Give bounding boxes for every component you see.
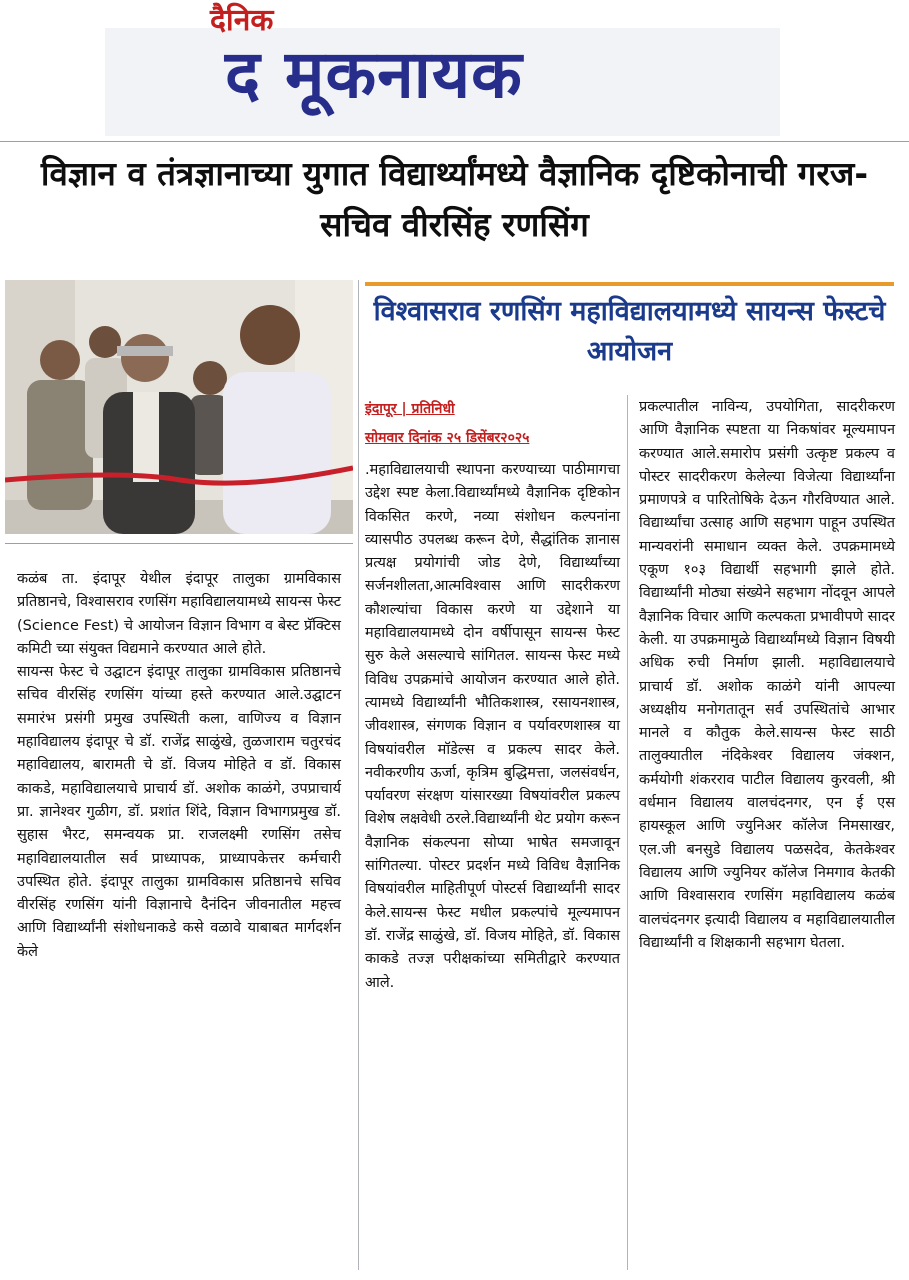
- article-paragraph: सायन्स फेस्ट चे उद्घाटन इंदापूर तालुका ग्रामविकास प्रतिष्ठानचे सचिव वीरसिंह रणसिंग यांच्या हस्ते करण्यात आले.उद्घाटन समारंभ प्रसंगी प्रमुख उपस्थिती कला, वाणिज्य व विज्ञान महाविद्यालय इंदापूर चे डॉ. राजेंद्र साळुंखे, तुळजाराम चतुरचंद महाविद्यालय, बारामती चे डॉ. विजय मोहिते व डॉ. विकास काकडे, महाविद्यालयाचे प्राचार्य डॉ. अशोक काळंगे, उपप्राचार्य प्रा. ज्ञानेश्वर गुळीग, डॉ. प्रशांत शिंदे, विज्ञान विभागप्रमुख डॉ. सुहास भैरट, समन्वयक प्रा. राजलक्ष्मी रणसिंग तसेच महाविद्यालयातील सर्व प्राध्यापक, प्राध्यापकेत्तर कर्मचारी उपस्थित होते. इंदापूर तालुका ग्रामविकास प्रतिष्ठानचे सचिव वीरसिंह रणसिंग यांनी विज्ञानाचे दैनंदिन जीवनातील महत्त्व आणि विद्यार्थ्यांनी संशोधनाकडे कसे वळावे याबाबत मार्गदर्शन केले: [17, 664, 341, 960]
- masthead-title: द मूकनायक: [225, 36, 523, 113]
- column-divider: [358, 280, 359, 1270]
- article-column-2: [365, 459, 620, 995]
- column-divider: [627, 395, 628, 1270]
- masthead: [0, 0, 909, 140]
- article-column-1: [17, 568, 341, 964]
- subheadline: विश्वासराव रणसिंग महाविद्यालयामध्ये सायन्स फेस्टचे आयोजन: [373, 296, 886, 367]
- photo-caption-divider: [5, 543, 353, 544]
- article-column-3: [639, 396, 895, 955]
- subhead-accent-bar: [365, 282, 894, 286]
- masthead-divider: [0, 141, 909, 142]
- event-photo: [5, 280, 353, 534]
- headline: विज्ञान व तंत्रज्ञानाच्या युगात विद्यार्थ्यांमध्ये वैज्ञानिक दृष्टिकोनाची गरज- सचिव वीरसिंह रणसिंग: [40, 154, 869, 244]
- article-paragraph: कळंब ता. इंदापूर येथील इंदापूर तालुका ग्रामविकास प्रतिष्ठानचे, विश्वासराव रणसिंग महाविद्यालयामध्ये सायन्स फेस्ट (Science Fest) चे आयोजन विज्ञान विभाग व बेस्ट प्रॅक्टिस कमिटी च्या संयुक्त विद्यमाने करण्यात आले होते.: [17, 571, 341, 657]
- article-paragraph: प्रकल्पातील नाविन्य, उपयोगिता, सादरीकरण आणि वैज्ञानिक स्पष्टता या निकषांवर मूल्यमापन करण्यात आले.समारोप प्रसंगी उत्कृष्ट प्रकल्प व पोस्टर सादरीकरण केलेल्या विजेत्या विद्यार्थ्यांना प्रमाणपत्रे व पारितोषिके देऊन गौरविण्यात आले. विद्यार्थ्यांचा उत्साह आणि सहभाग पाहून उपस्थित मान्यवरांनी समाधान व्यक्त केले. उपक्रमामध्ये एकूण १०३ विद्यार्थी सहभागी झाले होते. विद्यार्थ्यांनी मोठ्या संख्येने सहभाग नोंदवून आपले वैज्ञानिक विचार आणि कल्पकता प्रभावीपणे सादर केली. या उपक्रमामुळे विद्यार्थ्यांमध्ये विज्ञान विषयी अधिक रुची निर्माण झाली. महाविद्यालयाचे प्राचार्य डॉ. अशोक काळंगे यांनी आपल्या अध्यक्षीय मनोगतातून सर्व उपस्थितांचे आभार मानले व कौतुक केले.सायन्स फेस्ट साठी तालुक्यातील नंदिकेश्वर विद्यालय जंक्शन, कर्मयोगी शंकरराव पाटील विद्यालय कुरवली, श्री वर्धमान विद्यालय वालचंदनगर, एन ई एस हायस्कूल आणि ज्युनिअर कॉलेज निमसाखर, एल.जी बनसुडे विद्यालय पळसदेव, केतकेश्वर विद्यालय आणि ज्युनियर कॉलेज निमगाव केतकी आणि विश्वासराव रणसिंग महाविद्यालय कळंब वालचंदनगर इत्यादी विद्यालय व महाविद्यालयातील विद्यार्थ्यांनी व शिक्षकानी सहभाग घेतला.: [639, 399, 895, 951]
- masthead-tagline: दैनिक: [210, 3, 274, 38]
- dateline-place: इंदापूर | प्रतिनिधी: [365, 401, 455, 417]
- article-paragraph: .महाविद्यालयाची स्थापना करण्याच्या पाठीमागचा उद्देश स्पष्ट केला.विद्यार्थ्यांमध्ये वैज्ञानिक दृष्टिकोन विकसित करणे, नव्या संशोधन कल्पनांना व्यासपीठ उपलब्ध करून देणे, सैद्धांतिक ज्ञानास प्रत्यक्ष प्रयोगांची जोड देणे, विद्यार्थ्यांच्या सर्जनशीलता,आत्मविश्वास आणि सादरीकरण कौशल्यांचा विकास करणे या उद्देशाने या महाविद्यालयामध्ये दोन वर्षीपासून सायन्स फेस्ट सुरु केले असल्याचे सांगितल. सायन्स फेस्ट मध्ये विविध उपक्रमांचे आयोजन करण्यात आले होते. त्यामध्ये विद्यार्थ्यांनी भौतिकशास्त्र, रसायनशास्त्र, जीवशास्त्र, संगणक विज्ञान व पर्यावरणशास्त्र या विषयांवरील मॉडेल्स व प्रकल्प सादर केले. नवीकरणीय ऊर्जा, कृत्रिम बुद्धिमत्ता, जलसंवर्धन, पर्यावरण संरक्षण यांसारख्या विषयांवरील प्रकल्प विशेष लक्षवेधी ठरले.विद्यार्थ्यांनी थेट प्रयोग करून वैज्ञानिक संकल्पना सोप्या भाषेत समजावून सांगितल्या. पोस्टर प्रदर्शन मध्ये विविध वैज्ञानिक विषयांवरील माहितीपूर्ण पोस्टर्स विद्यार्थ्यांनी सादर केले.सायन्स फेस्ट मधील प्रकल्पांचे मूल्यमापन डॉ. राजेंद्र साळुंखे, डॉ. विजय मोहिते, डॉ. विकास काकडे तज्ज्ञ परीक्षकांच्या समितीद्वारे करण्यात आले.: [365, 462, 620, 991]
- dateline-date: सोमवार दिनांक २५ डिसेंबर२०२५: [365, 430, 530, 446]
- event-photo-illustration: [5, 280, 353, 534]
